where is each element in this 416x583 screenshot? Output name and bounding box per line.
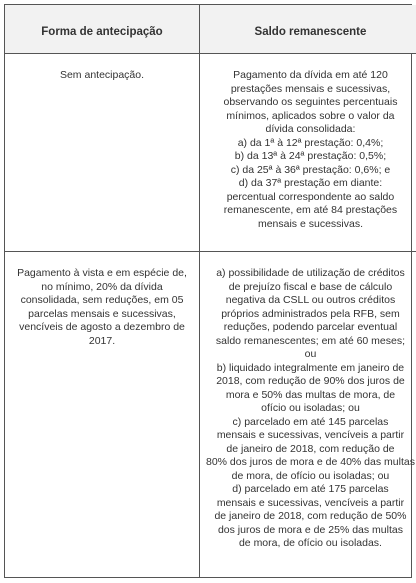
row-1-forma-line: Sem antecipação. <box>59 69 145 81</box>
row-2-saldo-line: c) parcelado em até 145 parcelas <box>232 415 389 428</box>
row-2-forma-line: Pagamento à vista e em espécie de, <box>17 267 187 279</box>
row-2-saldo-line: de prejuízo fiscal e base de cálculo <box>228 280 393 293</box>
header-forma-de-antecipacao: Forma de antecipação <box>5 5 200 54</box>
row-1-saldo-line: c) da 25ª à 36ª prestação: 0,6%; e <box>230 163 391 176</box>
row-1-saldo-line: percentual correspondente ao saldo <box>226 190 395 203</box>
row-2-saldo-line: de mora, de ofício ou isoladas; ou <box>231 469 390 482</box>
row-2-saldo-line: d) parcelado em até 175 parcelas <box>232 483 389 495</box>
installment-table <box>4 4 415 578</box>
row-2-saldo-line: dos juros de mora e de 25% das multas <box>217 523 403 536</box>
row-1-saldo-line: b) da 13ª à 24ª prestação: 0,5%; <box>234 150 387 162</box>
row-2-saldo-line: negativa da CSLL ou outros créditos <box>225 294 396 306</box>
row-2-saldo-line: de janeiro de 2018, com redução de <box>226 442 395 455</box>
row-2-forma-line: parcelas mensais e sucessivas, <box>28 307 176 320</box>
row-2-forma-line: consolidada, sem reduções, em 05 <box>20 294 184 306</box>
row-2-saldo-line: 2018, com redução de 90% dos juros de <box>216 375 405 387</box>
row-2-saldo-line: ofício ou isoladas; ou <box>261 402 360 414</box>
row-2-forma-line: no mínimo, 20% da dívida <box>41 280 163 293</box>
row-1-saldo-line: Pagamento da dívida em até 120 <box>233 69 388 81</box>
row-2-saldo-line: 80% dos juros de mora e de 40% das multas <box>206 456 415 468</box>
row-2-forma-line: vencíveis de agosto a dezembro de <box>19 321 185 333</box>
row-1-saldo-line: mensais e sucessivas. <box>257 217 363 230</box>
row-2-saldo-line: saldo remanescentes; em até 60 meses; <box>215 334 406 347</box>
row-1-saldo-line: remanescente, em até 84 prestações <box>223 204 398 216</box>
row-1-saldo-line: a) da 1ª à 12ª prestação: 0,4%; <box>237 136 384 149</box>
row-2-saldo-line: ou <box>304 348 317 360</box>
row-2-saldo-line: a) possibilidade de utilização de créditos <box>216 267 405 279</box>
row-2-saldo-line: reduções, podendo parcelar eventual <box>223 321 398 333</box>
row-2-saldo-line: de mora, de ofício ou isoladas. <box>238 537 382 549</box>
row-2-saldo-cell <box>200 252 416 577</box>
row-2-forma-line: 2017. <box>88 334 116 347</box>
row-1-saldo-cell <box>200 54 416 252</box>
row-2-saldo-line: mora e 50% das multas de mora, de <box>225 388 396 401</box>
row-1-saldo-line: mínimos, aplicados sobre o valor da <box>226 109 395 122</box>
row-2-saldo-line: de janeiro de 2018, com redução de 50% <box>214 510 407 522</box>
row-1-saldo-line: observando os seguintes percentuais <box>223 96 398 108</box>
row-2-saldo-line: próprios administrados pela RFB, sem <box>221 307 400 320</box>
row-2-saldo-line: b) liquidado integralmente em janeiro de <box>216 361 405 374</box>
row-1-saldo-line: dívida consolidada: <box>265 123 356 135</box>
row-1-saldo-line: d) da 37ª prestação em diante: <box>238 177 383 189</box>
row-1-saldo-line: prestações mensais e sucessivas, <box>230 82 391 95</box>
row-2-forma-cell <box>5 252 200 577</box>
row-2-saldo-line: mensais e sucessivas, vencíveis a partir <box>216 429 405 441</box>
row-2-saldo-line: mensais e sucessivas, vencíveis a partir <box>216 496 405 509</box>
row-1-forma-cell <box>5 54 200 252</box>
header-saldo-remanescente: Saldo remanescente <box>200 5 416 54</box>
